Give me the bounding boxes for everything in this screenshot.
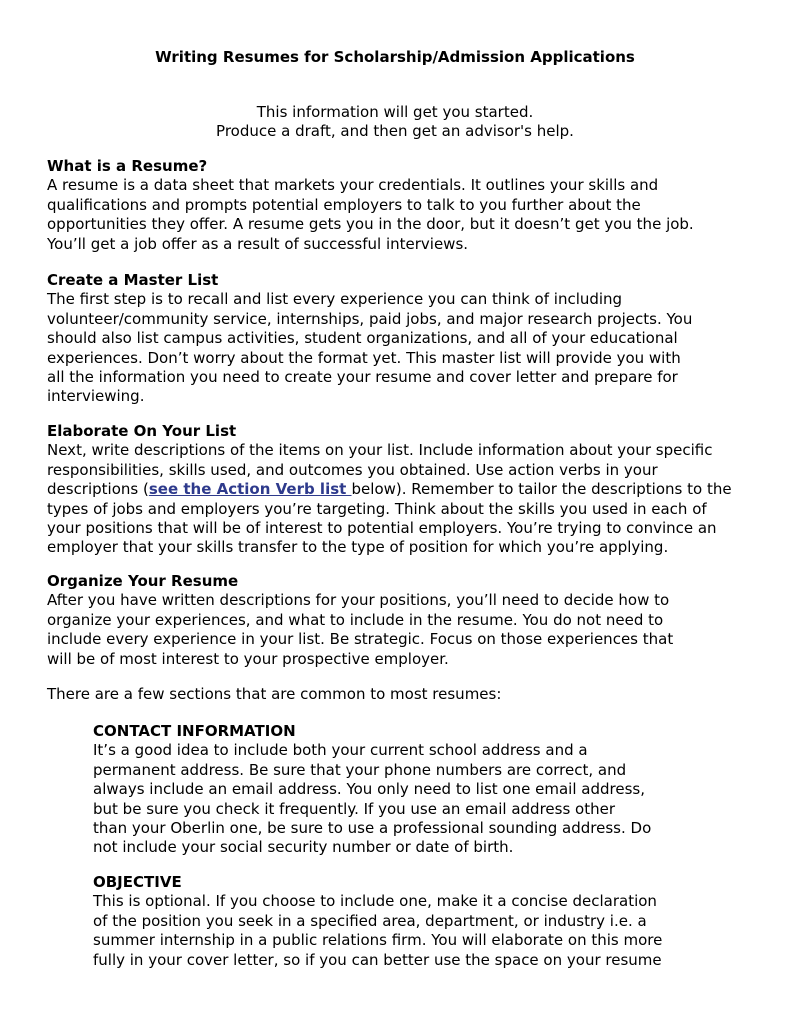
paragraph-line: of the position you seek in a specified area, department, or industry i.e. a <box>93 911 647 930</box>
text-before-link: descriptions ( <box>47 480 149 499</box>
paragraph-line: fully in your cover letter, so if you can better use the space on your resume <box>93 950 662 969</box>
paragraph-line: The first step is to recall and list every experience you can think of including <box>47 290 623 309</box>
paragraph-line: There are a few sections that are common to most resumes: <box>47 685 502 703</box>
paragraph-line: all the information you need to create your resume and cover letter and prepare for <box>47 368 678 387</box>
section-organize <box>47 572 747 669</box>
intro-line: Produce a draft, and then get an advisor's help. <box>216 122 574 140</box>
paragraph-line: You’ll get a job offer as a result of successful interviews. <box>47 234 469 253</box>
paragraph-line: but be sure you check it frequently. If you use an email address other <box>93 799 615 818</box>
paragraph-line: include every experience in your list. Be strategic. Focus on those experiences that <box>47 630 674 649</box>
section-heading: CONTACT INFORMATION <box>93 722 296 740</box>
section-heading: Organize Your Resume <box>47 572 239 590</box>
section-contact-information <box>93 722 713 858</box>
text-after-link: below). Remember to tailor the descriptions to the <box>351 480 732 499</box>
paragraph-line: types of jobs and employers you’re targeting. Think about the skills you used in each of <box>47 499 707 518</box>
paragraph-line: than your Oberlin one, be sure to use a professional sounding address. Do <box>93 819 652 838</box>
paragraph-line: A resume is a data sheet that markets your credentials. It outlines your skills and <box>47 176 659 195</box>
paragraph-line: Next, write descriptions of the items on your list. Include information about your specific <box>47 441 713 460</box>
intro-line: This information will get you started. <box>256 103 534 121</box>
paragraph-line-with-link <box>47 480 747 499</box>
paragraph-line: It’s a good idea to include both your current school address and a <box>93 741 588 760</box>
page-title: Writing Resumes for Scholarship/Admission Applications <box>155 48 635 66</box>
section-heading: Elaborate On Your List <box>47 422 237 440</box>
section-heading: Create a Master List <box>47 271 219 289</box>
paragraph-line: interviewing. <box>47 387 145 406</box>
paragraph-line: summer internship in a public relations firm. You will elaborate on this more <box>93 931 663 950</box>
paragraph-line: volunteer/community service, internships, paid jobs, and major research projects. You <box>47 309 693 328</box>
paragraph-line: permanent address. Be sure that your phone numbers are correct, and <box>93 760 627 779</box>
paragraph-line: should also list campus activities, student organizations, and all of your educational <box>47 329 678 348</box>
paragraph-line: After you have written descriptions for your positions, you’ll need to decide how to <box>47 591 670 610</box>
section-what-is-resume <box>47 157 747 254</box>
paragraph-line: opportunities they offer. A resume gets you in the door, but it doesn’t get you the job. <box>47 215 694 234</box>
section-elaborate <box>47 422 747 558</box>
paragraph-line: will be of most interest to your prospective employer. <box>47 649 449 668</box>
paragraph-line: organize your experiences, and what to include in the resume. You do not need to <box>47 610 664 629</box>
paragraph-line: not include your social security number or date of birth. <box>93 838 514 857</box>
paragraph-line: qualifications and prompts potential employers to talk to you further about the <box>47 195 641 214</box>
paragraph-line: always include an email address. You only need to list one email address, <box>93 780 645 799</box>
section-master-list <box>47 271 747 407</box>
section-heading: OBJECTIVE <box>93 873 182 891</box>
paragraph-line: your positions that will be of interest to potential employers. You’re trying to convince an <box>47 519 717 538</box>
paragraph-line: This is optional. If you choose to include one, make it a concise declaration <box>93 892 657 911</box>
intro-block <box>0 103 790 141</box>
action-verb-list-link[interactable]: see the Action Verb list <box>148 480 352 499</box>
paragraph-line: responsibilities, skills used, and outcomes you obtained. Use action verbs in your <box>47 460 658 479</box>
paragraph-line: employer that your skills transfer to the type of position for which you’re applying. <box>47 538 669 557</box>
section-heading: What is a Resume? <box>47 157 208 175</box>
section-objective <box>93 873 713 970</box>
sections-intro <box>47 685 747 704</box>
paragraph-line: experiences. Don’t worry about the format yet. This master list will provide you with <box>47 348 681 367</box>
